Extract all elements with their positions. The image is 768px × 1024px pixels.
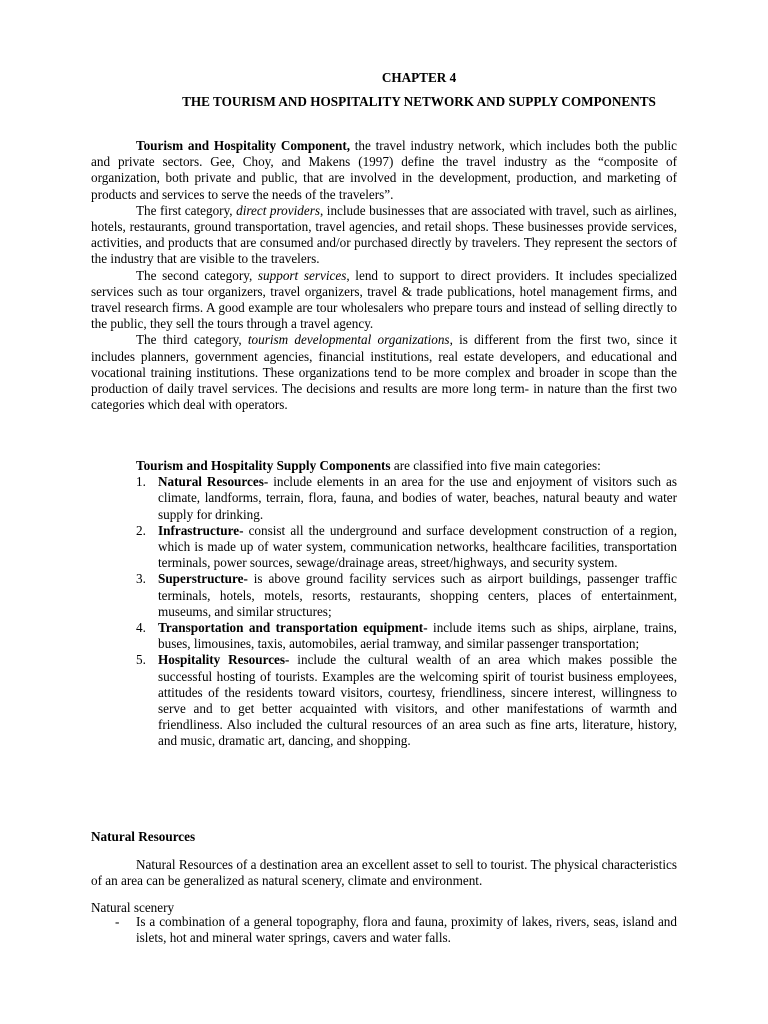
natural-resources-section: [91, 857, 677, 889]
natural-resources-paragraph: Natural Resources of a destination area an excellent asset to sell to tourist. The physical characteristics of an area can be generalized as natural scenery, climate and environment.: [91, 857, 677, 889]
subheading-natural-scenery: Natural scenery: [91, 900, 175, 915]
bullet-text: Is a combination of a general topography, flora and fauna, proximity of lakes, rivers, seas, island and islets, hot and mineral water springs, cavers and water falls.: [136, 914, 677, 946]
intro-section: [91, 138, 677, 413]
term-component: Tourism and Hospitality Component,: [136, 138, 351, 153]
term-developmental-orgs: tourism developmental organizations: [247, 332, 450, 348]
chapter-number: CHAPTER 4: [381, 70, 457, 85]
section-heading-natural-resources: Natural Resources: [91, 829, 196, 844]
supply-lead: Tourism and Hospitality Supply Components are classified into five main categories:: [136, 458, 601, 473]
list-item: 4. Transportation and transportation equipment- include items such as ships, airplane, trains, buses, limousines, taxis, automobiles, aerial tramway, and similar passenger transportation;: [136, 620, 677, 652]
list-item: 1. Natural Resources- include elements in an area for the use and enjoyment of visitors such as climate, landforms, terrain, flora, fauna, and bodies of water, beaches, natural beauty and water supply for drinking.: [136, 474, 677, 522]
intro-paragraph-4: The third category, tourism developmental organizations, is different from the first two, since it includes planners, government agencies, financial institutions, real estate developers, and educational and vocational training institutions. These organizations tend to be more complex and broader in scope than the production of daily travel services. The decisions and results are more long term- in nature than the first two categories which deal with operators.: [91, 332, 678, 413]
list-item: 3. Superstructure- is above ground facility services such as airport buildings, passenger traffic terminals, hotels, motels, resorts, restaurants, shopping centers, places of entertainment, museums, and similar structures;: [136, 571, 677, 619]
supply-list: [136, 474, 677, 749]
term-support-services: support services: [257, 267, 347, 283]
list-item: 5. Hospitality Resources- include the cultural wealth of an area which makes possible the successful hosting of tourists. Examples are the welcoming spirit of tourist business employees, attitudes of the residents toward visitors, courtesy, friendliness, sincere interest, willingness to serve and to get better acquainted with visitors, and other manifestations of warmth and friendliness. Also included the cultural resources of an area such as fine arts, literature, history, and music, dramatic art, dancing, and shopping.: [136, 652, 677, 749]
intro-paragraph-2: The first category, direct providers, include businesses that are associated with travel, such as airlines, hotels, restaurants, ground transportation, travel agencies, and retail shops. These businesses provide services, activities, and products that are consumed and/or purchased directly by travelers. They represent the sectors of the industry that are visible to the travelers.: [91, 202, 677, 267]
list-item: 2. Infrastructure- consist all the underground and surface development construction of a region, which is made up of water system, communication networks, healthcare facilities, transportation terminals, power sources, sewage/drainage areas, street/highways, and security system.: [136, 522, 677, 571]
supply-components-section: [136, 458, 677, 750]
dash-bullet: -: [115, 914, 120, 929]
intro-paragraph-1: Tourism and Hospitality Component, the travel industry network, which includes both the public and private sectors. Gee, Choy, and Makens (1997) define the travel industry as the “composite of organization, both private and public, that are involved in the development, production, and marketing of products and services to serve the needs of the travelers”.: [91, 138, 677, 202]
bullet-item: [91, 914, 677, 946]
term-direct-providers: direct providers: [236, 202, 320, 218]
chapter-title: THE TOURISM AND HOSPITALITY NETWORK AND SUPPLY COMPONENTS: [182, 94, 656, 109]
intro-paragraph-3: The second category, support services, lend to support to direct providers. It includes specialized services such as tour organizers, travel organizers, travel & trade publications, hotel management firms, and travel research firms. A good example are tour wholesalers who prepare tours and instead of selling directly to the public, they sell the tours through a travel agency.: [91, 267, 677, 332]
